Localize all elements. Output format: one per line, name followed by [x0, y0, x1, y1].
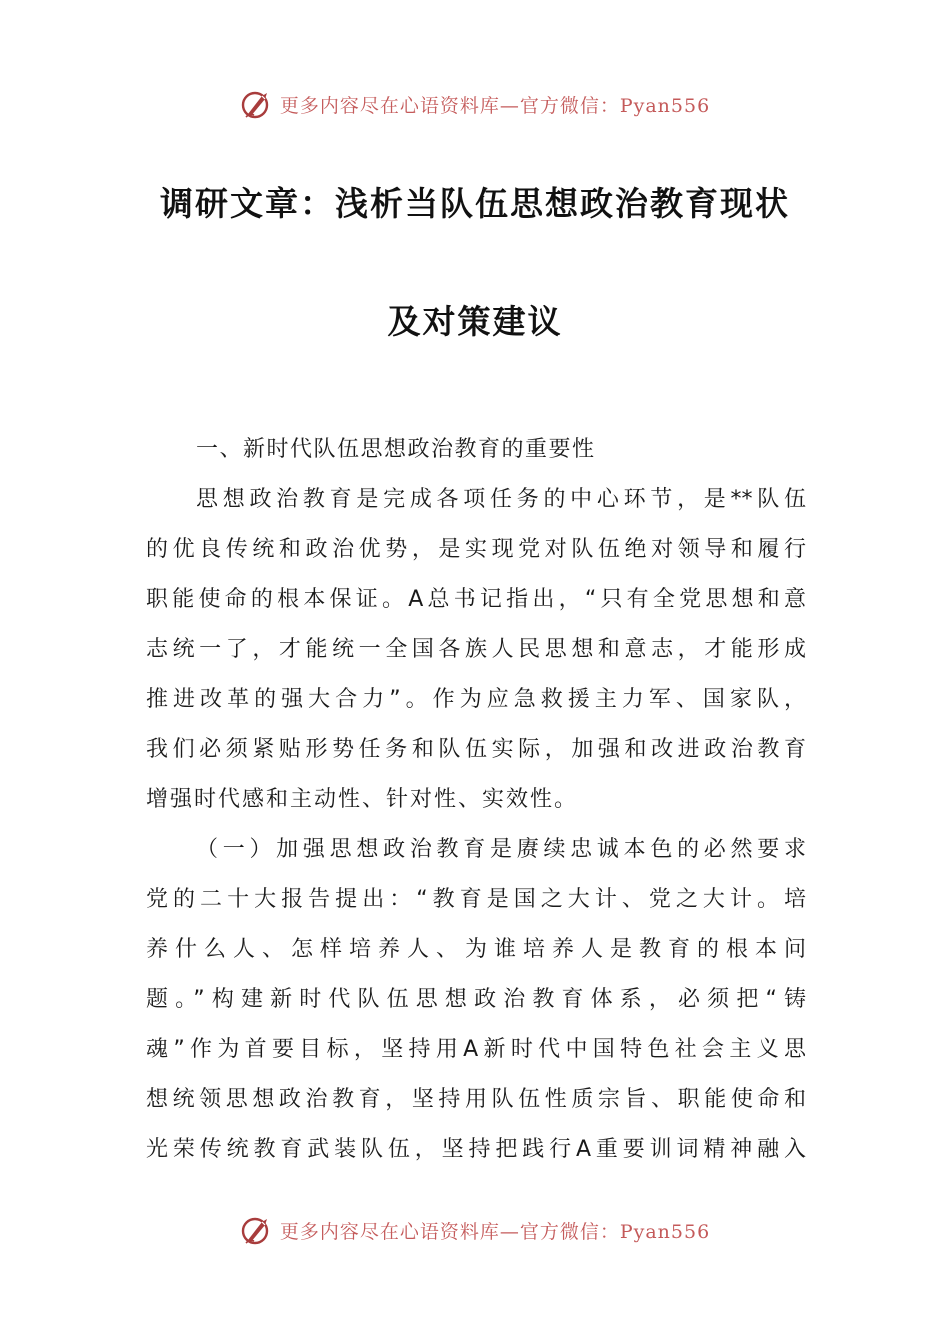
paragraph-line: 想统领思想政治教育，坚持用队伍性质宗旨、职能使命和 [146, 1087, 806, 1112]
paragraph-line: 我们必须紧贴形势任务和队伍实际，加强和改进政治教育 [146, 737, 806, 762]
paragraph-line: 养什么人、怎样培养人、为谁培养人是教育的根本问 [146, 937, 806, 962]
document-body [146, 425, 806, 1215]
paragraph-line: 魂”作为首要目标，坚持用A新时代中国特色社会主义思 [146, 1037, 806, 1062]
section-heading: 一、新时代队伍思想政治教育的重要性 [196, 437, 596, 462]
pen-nib-circle-icon [240, 87, 274, 121]
subsection-heading: （一）加强思想政治教育是赓续忠诚本色的必然要求 [196, 837, 806, 862]
watermark-text: 更多内容尽在心语资料库—官方微信：Pyan556 [279, 1220, 711, 1243]
paragraph-line: 光荣传统教育武装队伍，坚持把践行A重要训词精神融入 [146, 1137, 806, 1162]
paragraph-line: 题。”构建新时代队伍思想政治教育体系，必须把“铸 [146, 987, 806, 1012]
paragraph-line: 的优良传统和政治优势，是实现党对队伍绝对领导和履行 [146, 537, 806, 562]
paragraph-line: 思想政治教育是完成各项任务的中心环节，是**队伍 [196, 487, 806, 512]
pen-nib-circle-icon [240, 1213, 274, 1247]
watermark-header [0, 84, 950, 124]
paragraph-line: 增强时代感和主动性、针对性、实效性。 [146, 787, 579, 812]
paragraph-line: 职能使命的根本保证。A总书记指出，“只有全党思想和意 [146, 587, 806, 612]
watermark-text: 更多内容尽在心语资料库—官方微信：Pyan556 [279, 94, 711, 117]
document-title-line-2: 及对策建议 [387, 302, 563, 341]
paragraph-line: 志统一了，才能统一全国各族人民思想和意志，才能形成 [146, 637, 806, 662]
paragraph-line: 党的二十大报告提出：“教育是国之大计、党之大计。培 [146, 887, 806, 912]
document-title-line-1: 调研文章：浅析当队伍思想政治教育现状 [160, 184, 790, 223]
watermark-footer [0, 1210, 950, 1250]
paragraph-line: 推进改革的强大合力”。作为应急救援主力军、国家队， [146, 687, 806, 712]
